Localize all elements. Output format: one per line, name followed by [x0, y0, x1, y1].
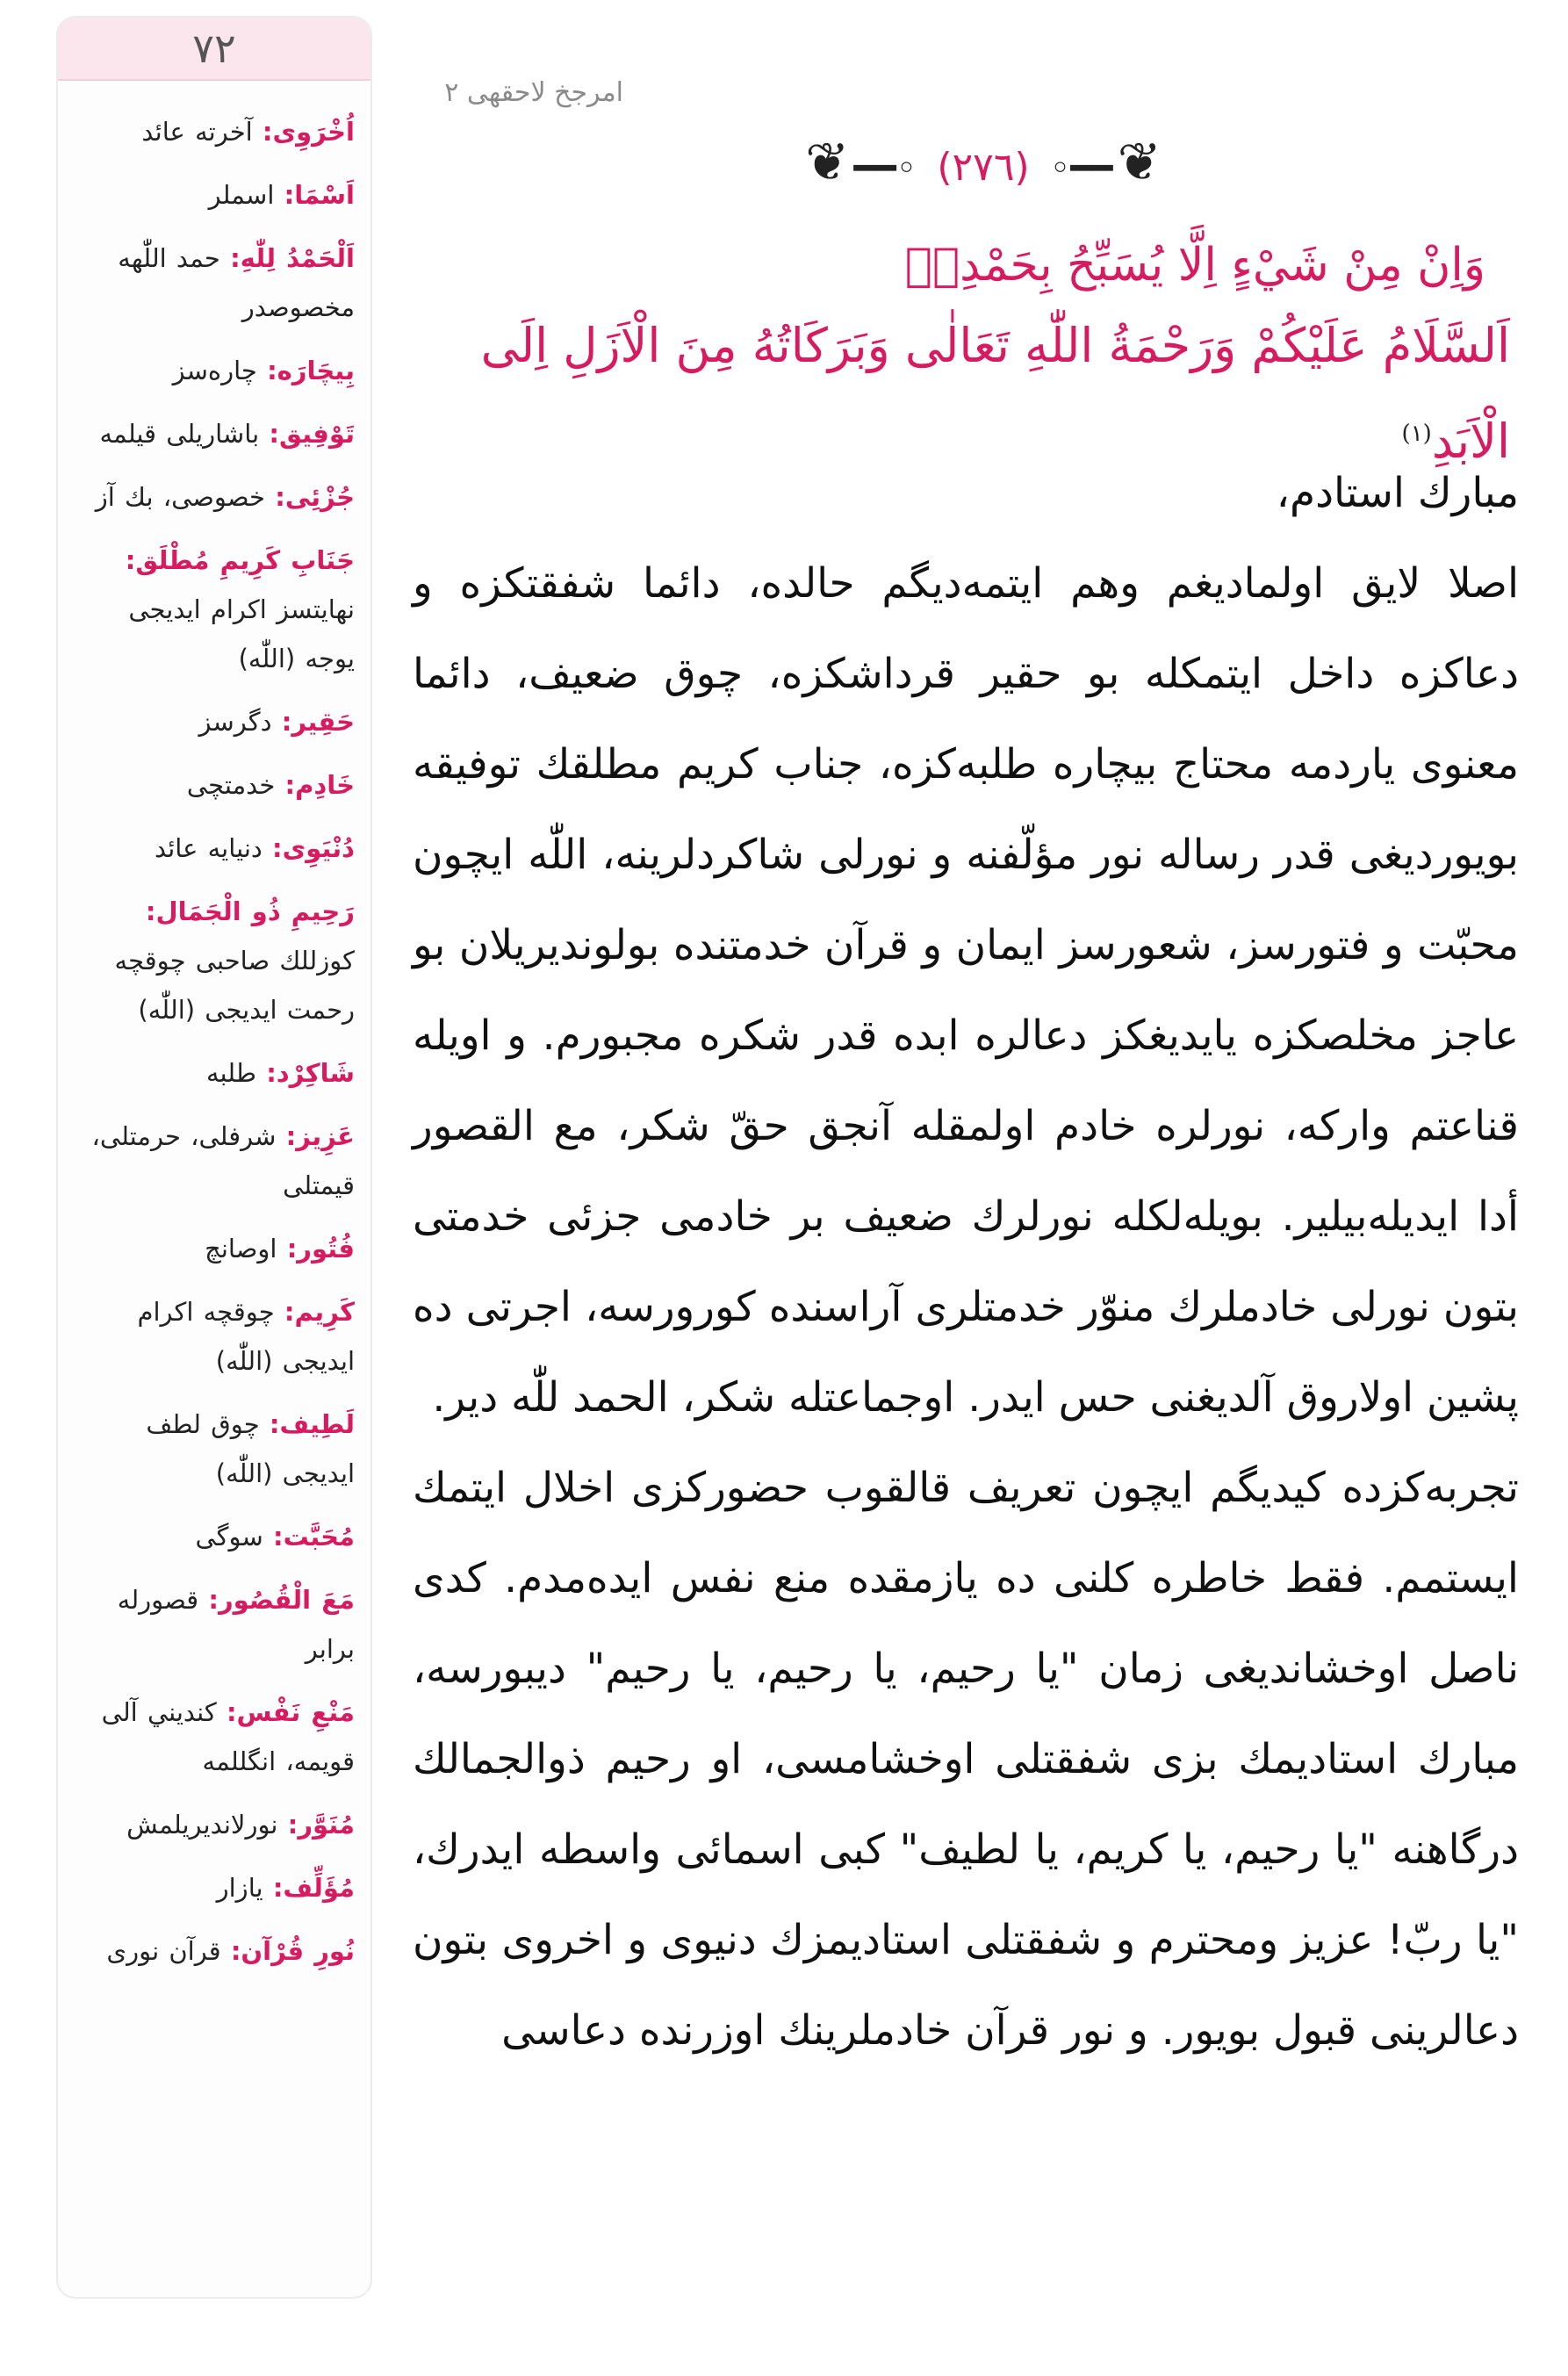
glossary-term: دُنْيَوِى:: [272, 833, 355, 863]
glossary-item: [70, 1400, 355, 1498]
page-header: امرجخ لاحقهی ٢: [444, 77, 623, 108]
glossary-term: مَعَ الْقُصُور:: [208, 1585, 355, 1615]
glossary-list: [58, 81, 370, 1976]
glossary-definition: شرفلی، حرمتلی، قيمتلی: [91, 1121, 355, 1200]
glossary-item: [70, 1224, 355, 1273]
glossary-definition: قصورله برابر: [117, 1585, 355, 1664]
glossary-term: مُؤَلِّف:: [272, 1873, 355, 1903]
letter-ornament: [702, 123, 1264, 202]
glossary-term: جُزْئِى:: [275, 482, 355, 512]
glossary-item: [70, 536, 355, 683]
glossary-definition: آخرته عائد: [141, 117, 253, 147]
glossary-definition: چوق لطف ايدیجی (اللّٰه): [146, 1409, 355, 1488]
glossary-definition: كنديني آلی قويمه، انگللمه: [101, 1697, 355, 1776]
flourish-icon: ❦: [805, 132, 850, 193]
glossary-definition: نهايتسز اكرام ايدیجی يوجه (اللّٰه): [128, 594, 355, 673]
glossary-term: جَنَابِ كَرِيمِ مُطْلَق:: [125, 545, 355, 575]
glossary-item: [70, 346, 355, 395]
greeting: مبارك استادم،: [1276, 469, 1519, 517]
glossary-term: مَنْعِ نَفْس:: [226, 1697, 355, 1727]
glossary-term: نُورِ قُرْآن:: [230, 1936, 355, 1966]
glossary-item: [70, 1863, 355, 1912]
glossary-definition: نورلانديريلمش: [126, 1810, 278, 1840]
glossary-definition: اسملر: [208, 180, 275, 210]
letter-number: (٢٧٦): [937, 145, 1030, 190]
glossary-panel: [56, 16, 372, 2299]
glossary-item: [70, 1926, 355, 1976]
glossary-definition: اوصانچ: [205, 1234, 277, 1264]
glossary-term: مُنَوَّر:: [287, 1810, 355, 1840]
footnote-marker: (١): [1401, 421, 1432, 447]
glossary-item: [70, 824, 355, 873]
glossary-term: حَقِير:: [281, 707, 355, 737]
glossary-term: رَحِيمِ ذُو الْجَمَال:: [145, 896, 355, 926]
glossary-item: [70, 1048, 355, 1098]
glossary-definition: كوزللك صاحبی چوقچه رحمت ايدیجی (اللّٰه): [114, 946, 355, 1025]
glossary-definition: دگرسز: [198, 707, 272, 737]
glossary-definition: حمد اللّٰهه مخصوصدر: [118, 243, 355, 322]
glossary-definition: چوقچه اكرام ايدیجی (اللّٰه): [137, 1297, 355, 1376]
letter-body: [413, 448, 1519, 2076]
glossary-term: خَادِم:: [284, 770, 355, 800]
paragraph: اصلا لايق اولماديغم وهم ايتمه‌ديگم حالده، دائما شفقتكزه و دعاكزه داخل ايتمكله بو حقير قرداشكزه، چوق ضعيف، دائما معنوى ياردمه محتاج بيچاره طلبه‌كزه، جناب كريم مطلقك توفيقه بويورديغی قدر رساله نور مؤلّفنه و نورلی شاكردلرينه، اللّٰه ايچون محبّت و فتورسز، شعورسز ايمان و قرآن خدمتنده بولونديريلان بو عاجز مخلصكزه يايديغكز دعالره ابده قدر شكره مجبورم. و اويله قناعتم واركه، نورلره خادم اولمقله آنجق حقّ شكر، مع القصور أدا ايديله‌بيلير. بويله‌لكله نورلرك ضعيف بر خادمی جزئى خدمتی بتون نورلی خادملرك منوّر خدمتلری آراسنده كورورسه، اجرتی ده پشين اولاروق آلديغنی حس ايدر. اوجماعتله شكر، الحمد للّٰه دير.: [413, 559, 1519, 1422]
flourish-icon: ❦: [1117, 132, 1162, 193]
glossary-term: اَلْحَمْدُ لِلّٰهِ:: [230, 243, 355, 273]
glossary-term: بِيچَارَه:: [267, 356, 355, 385]
divider: ◦━━: [853, 148, 917, 189]
glossary-item: [70, 760, 355, 810]
glossary-term: اُخْرَوِى:: [262, 117, 355, 147]
glossary-term: كَرِيم:: [284, 1297, 355, 1327]
glossary-term: مُحَبَّت:: [273, 1522, 355, 1552]
glossary-term: شَاكِرْد:: [266, 1058, 355, 1088]
glossary-item: [70, 1112, 355, 1210]
glossary-item: [70, 1688, 355, 1786]
glossary-item: [70, 1287, 355, 1386]
glossary-definition: سوگی: [195, 1522, 263, 1552]
glossary-definition: خصوصی، بك آز: [95, 482, 265, 512]
glossary-item: [70, 1800, 355, 1849]
glossary-term: اَسْمَا:: [284, 180, 355, 210]
glossary-item: [70, 697, 355, 746]
page-number: ٧٢: [58, 18, 370, 81]
glossary-definition: يازار: [216, 1873, 263, 1903]
glossary-term: تَوْفِيق:: [269, 419, 355, 449]
glossary-item: [70, 170, 355, 220]
glossary-item: [70, 1512, 355, 1561]
paragraph: تجربه‌كزده كيديگم ايچون تعريف قالقوب حضوركزی اخلال ايتمك ايستمم. فقط خاطره كلنی ده يازمقده منع نفس ايده‌مدم. كدی ناصل اوخشانديغی زمان "يا رحيم، يا رحيم، يا رحيم" ديبورسه، مبارك استاديمك بزی شفقتلی اوخشامسی، او رحيم ذوالجمالك درگاهنه "يا رحيم، يا كريم، يا لطيف" كبی اسمائی واسطه ايدرك، "يا ربّ! عزيز ومحترم و شفقتلی استاديمزك دنيوى و اخروى بتون دعالرينی قبول بويور. و نور قرآن خادملرينك اوزرنده دعاسی: [413, 1464, 1519, 2055]
glossary-term: عَزِيز:: [285, 1121, 355, 1151]
glossary-definition: دنيايه عائد: [154, 833, 263, 863]
glossary-item: [70, 409, 355, 458]
salutation-text: اَلسَّلَامُ عَلَيْكُمْ وَرَحْمَةُ اللّٰهِ تَعَالٰى وَبَرَكَاتُهُ مِنَ الْاَزَلِ اِلَى الْاَبَدِ: [480, 318, 1510, 469]
glossary-term: لَطِيف:: [269, 1409, 355, 1439]
glossary-item: [70, 234, 355, 332]
glossary-item: [70, 472, 355, 522]
glossary-definition: طلبه: [206, 1058, 256, 1088]
glossary-definition: چاره‌سز: [172, 356, 257, 385]
glossary-definition: خدمتچی: [186, 770, 276, 800]
glossary-definition: قرآن نوری: [106, 1936, 221, 1966]
glossary-item: [70, 1575, 355, 1674]
divider: ━━◦: [1049, 148, 1113, 189]
glossary-definition: باشاريلی قيلمه: [99, 419, 260, 449]
quran-verse: وَاِنْ مِنْ شَيْءٍ اِلَّا يُسَبِّحُ بِحَمْدِهٖ: [904, 239, 1485, 292]
glossary-term: فُتُور:: [286, 1234, 355, 1264]
glossary-item: [70, 887, 355, 1034]
glossary-item: [70, 107, 355, 156]
